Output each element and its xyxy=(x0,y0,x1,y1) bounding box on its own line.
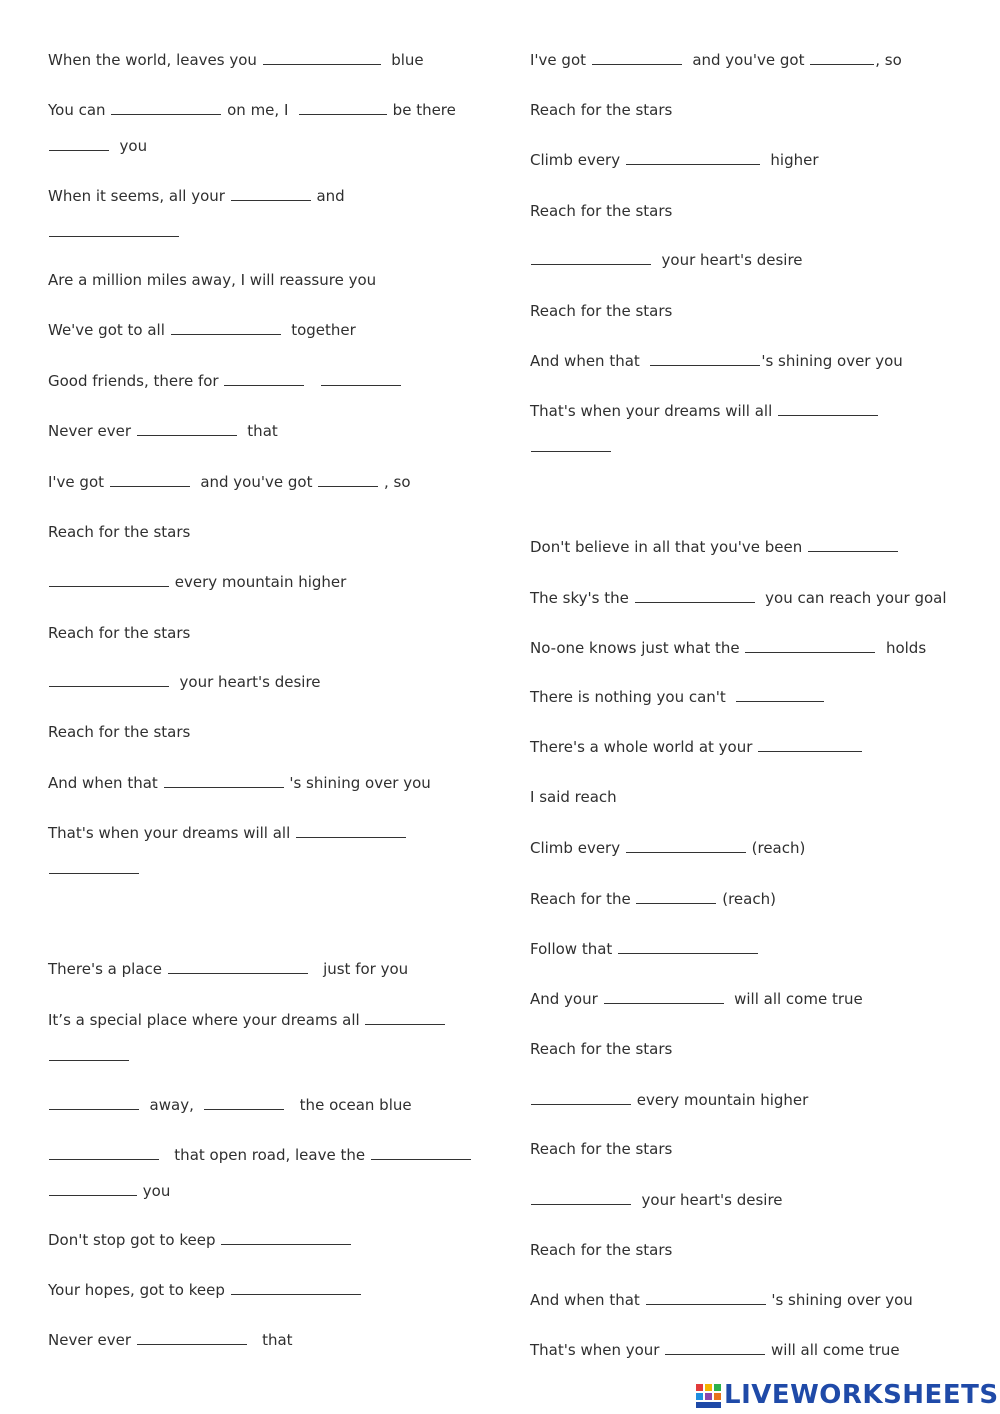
lyric-text: Reach for the stars xyxy=(530,1140,673,1158)
lyric-line xyxy=(530,787,617,807)
lyric-text: Reach for the stars xyxy=(48,624,191,642)
lyric-text: Reach for the stars xyxy=(530,101,673,119)
liveworksheets-logo-text: LIVEWORKSHEETS xyxy=(724,1380,999,1410)
lyric-text: Never ever xyxy=(48,1331,136,1349)
lyric-text: Climb every xyxy=(530,151,625,169)
answer-blank[interactable] xyxy=(618,939,758,954)
lyric-text: higher xyxy=(760,151,819,169)
lyric-text: The sky's the xyxy=(530,589,634,607)
lyric-line xyxy=(48,320,356,340)
answer-blank[interactable] xyxy=(808,537,898,552)
lyric-line xyxy=(530,1340,900,1360)
lyric-text: That's when your dreams will all xyxy=(48,824,296,842)
lyric-text: just for you xyxy=(308,960,409,978)
answer-blank[interactable] xyxy=(365,1010,445,1025)
lyric-text: your heart's desire xyxy=(170,673,321,691)
lyric-line xyxy=(48,1095,412,1115)
lyric-line xyxy=(48,572,346,592)
lyric-line xyxy=(530,1090,808,1110)
answer-blank[interactable] xyxy=(531,437,611,452)
lyric-text: that xyxy=(237,422,278,440)
lyric-line xyxy=(48,623,190,643)
lyric-text: blue xyxy=(381,51,424,69)
lyric-text: Reach for the xyxy=(530,890,636,908)
answer-blank[interactable] xyxy=(49,1046,129,1061)
lyric-line xyxy=(48,136,147,156)
lyric-line xyxy=(530,401,879,421)
lyric-line xyxy=(530,737,863,757)
lyric-text: Climb every xyxy=(530,839,625,857)
answer-blank[interactable] xyxy=(49,672,169,687)
lyric-line xyxy=(530,1039,672,1059)
lyric-text: your heart's desire xyxy=(652,251,803,269)
lyric-line xyxy=(48,722,190,742)
lyric-line xyxy=(48,222,180,242)
answer-blank[interactable] xyxy=(221,1230,351,1245)
lyric-line xyxy=(48,186,345,206)
lyric-text: you can reach your goal xyxy=(755,589,947,607)
lyric-line xyxy=(530,201,672,221)
lyric-text: Are a million miles away, I will reassure you xyxy=(48,271,377,289)
answer-blank[interactable] xyxy=(49,136,109,151)
lyric-line xyxy=(48,1280,362,1300)
answer-blank[interactable] xyxy=(110,472,190,487)
lyric-line xyxy=(48,50,424,70)
lyric-text: Don't stop got to keep xyxy=(48,1231,221,1249)
lyric-line xyxy=(48,522,190,542)
lyric-text: And your xyxy=(530,990,603,1008)
lyric-text: I've got xyxy=(48,473,109,491)
answer-blank[interactable] xyxy=(810,50,874,65)
lyric-text: Reach for the stars xyxy=(530,202,673,220)
lyric-text: I've got xyxy=(530,51,591,69)
lyric-line xyxy=(530,437,612,457)
lyric-line xyxy=(48,472,411,492)
lyric-text: When the world, leaves you xyxy=(48,51,262,69)
lyric-line xyxy=(530,1240,672,1260)
lyric-text: on me, I xyxy=(222,101,298,119)
answer-blank[interactable] xyxy=(626,150,760,165)
answer-blank[interactable] xyxy=(49,859,139,874)
answer-blank[interactable] xyxy=(592,50,682,65)
lyric-text: and you've got xyxy=(190,473,318,491)
answer-blank[interactable] xyxy=(164,773,284,788)
liveworksheets-logo xyxy=(696,1378,999,1412)
lyric-line xyxy=(48,100,456,120)
lyric-text: and you've got xyxy=(682,51,810,69)
lyric-text: , so xyxy=(379,473,411,491)
lyric-text: And when that xyxy=(530,352,650,370)
lyric-line xyxy=(530,889,776,909)
lyric-line xyxy=(530,1139,672,1159)
answer-blank[interactable] xyxy=(299,100,387,115)
answer-blank[interactable] xyxy=(49,1181,137,1196)
answer-blank[interactable] xyxy=(745,638,875,653)
lyric-text: When it seems, all your xyxy=(48,187,230,205)
lyric-text: every mountain higher xyxy=(632,1091,809,1109)
lyric-line xyxy=(530,537,899,557)
lyric-line xyxy=(48,1010,446,1030)
lyric-line xyxy=(48,672,321,692)
lyric-text: that open road, leave the xyxy=(160,1146,370,1164)
lyric-line xyxy=(530,838,805,858)
lyric-line xyxy=(48,1181,170,1201)
lyric-text: that xyxy=(247,1331,293,1349)
lyric-line xyxy=(530,301,672,321)
answer-blank[interactable] xyxy=(171,320,281,335)
lyric-text: holds xyxy=(876,639,927,657)
answer-blank[interactable] xyxy=(665,1340,765,1355)
answer-blank[interactable] xyxy=(318,472,378,487)
answer-blank[interactable] xyxy=(137,421,237,436)
lyric-line xyxy=(48,1330,293,1350)
lyric-text: you xyxy=(110,137,148,155)
lyric-text: It’s a special place where your dreams all xyxy=(48,1011,365,1029)
lyric-text: I said reach xyxy=(530,788,617,806)
lyric-text: There's a whole world at your xyxy=(530,738,758,756)
lyric-text: , so xyxy=(875,51,902,69)
lyric-line xyxy=(48,421,278,441)
lyric-text: Your hopes, got to keep xyxy=(48,1281,230,1299)
lyric-text: There is nothing you can't xyxy=(530,688,736,706)
answer-blank[interactable] xyxy=(778,401,878,416)
lyric-line xyxy=(530,250,803,270)
lyric-line xyxy=(48,1046,130,1066)
lyric-text: away, xyxy=(140,1096,204,1114)
lyric-line xyxy=(530,588,947,608)
answer-blank[interactable] xyxy=(646,1290,766,1305)
lyric-line xyxy=(48,859,140,879)
lyric-line xyxy=(48,270,376,290)
lyric-line xyxy=(530,638,926,658)
answer-blank[interactable] xyxy=(49,1145,159,1160)
lyric-line xyxy=(48,959,408,979)
lyric-text: Good friends, there for xyxy=(48,372,224,390)
lyric-text: There's a place xyxy=(48,960,167,978)
lyric-text: Reach for the stars xyxy=(530,1040,673,1058)
lyric-text: (reach) xyxy=(717,890,776,908)
answer-blank[interactable] xyxy=(168,959,308,974)
lyric-text: No-one knows just what the xyxy=(530,639,745,657)
lyric-text: will all come true xyxy=(724,990,863,1008)
lyric-text: 's shining over you xyxy=(766,1291,913,1309)
lyric-text: Reach for the stars xyxy=(530,302,673,320)
lyric-text: Reach for the stars xyxy=(530,1241,673,1259)
answer-blank[interactable] xyxy=(296,823,406,838)
lyric-text: Follow that xyxy=(530,940,618,958)
lyric-text: That's when your dreams will all xyxy=(530,402,778,420)
answer-blank[interactable] xyxy=(758,737,862,752)
lyric-text: Reach for the stars xyxy=(48,523,191,541)
lyric-line xyxy=(530,150,819,170)
answer-blank[interactable] xyxy=(736,687,824,702)
lyric-line xyxy=(48,1230,352,1250)
lyric-text: 's shining over you xyxy=(761,352,903,370)
liveworksheets-logo-icon xyxy=(696,1380,722,1410)
lyric-line xyxy=(530,1190,783,1210)
answer-blank[interactable] xyxy=(321,371,401,386)
lyric-line xyxy=(530,100,672,120)
answer-blank[interactable] xyxy=(263,50,381,65)
lyric-text xyxy=(305,372,319,390)
lyric-text: will all come true xyxy=(766,1341,900,1359)
lyric-text: You can xyxy=(48,101,111,119)
lyric-line xyxy=(48,1145,472,1165)
answer-blank[interactable] xyxy=(626,838,746,853)
answer-blank[interactable] xyxy=(531,250,651,265)
lyric-line xyxy=(530,351,903,371)
answer-blank[interactable] xyxy=(636,889,716,904)
lyric-text: That's when your xyxy=(530,1341,665,1359)
lyric-text: 's shining over you xyxy=(284,774,431,792)
lyric-text: together xyxy=(281,321,356,339)
lyric-line xyxy=(530,989,863,1009)
lyric-text: We've got to all xyxy=(48,321,170,339)
answer-blank[interactable] xyxy=(111,100,221,115)
lyric-line xyxy=(530,687,825,707)
answer-blank[interactable] xyxy=(604,989,724,1004)
lyric-line xyxy=(48,823,407,843)
lyric-text: and xyxy=(311,187,345,205)
answer-blank[interactable] xyxy=(49,1095,139,1110)
lyric-line xyxy=(530,50,902,70)
answer-blank[interactable] xyxy=(231,186,311,201)
answer-blank[interactable] xyxy=(531,1190,631,1205)
answer-blank[interactable] xyxy=(650,351,760,366)
lyric-text: (reach) xyxy=(746,839,806,857)
lyric-text: Reach for the stars xyxy=(48,723,191,741)
answer-blank[interactable] xyxy=(371,1145,471,1160)
answer-blank[interactable] xyxy=(49,572,169,587)
lyric-text: be there xyxy=(387,101,456,119)
lyric-text: you xyxy=(138,1182,171,1200)
lyric-text: every mountain higher xyxy=(170,573,347,591)
answer-blank[interactable] xyxy=(531,1090,631,1105)
answer-blank[interactable] xyxy=(635,588,755,603)
lyric-text: And when that xyxy=(530,1291,645,1309)
answer-blank[interactable] xyxy=(224,371,304,386)
lyric-line xyxy=(48,773,431,793)
answer-blank[interactable] xyxy=(204,1095,284,1110)
lyric-text: your heart's desire xyxy=(632,1191,783,1209)
answer-blank[interactable] xyxy=(231,1280,361,1295)
lyric-text: Don't believe in all that you've been xyxy=(530,538,807,556)
lyric-text: the ocean blue xyxy=(285,1096,412,1114)
answer-blank[interactable] xyxy=(137,1330,247,1345)
lyric-line xyxy=(530,1290,913,1310)
lyric-text: Never ever xyxy=(48,422,136,440)
answer-blank[interactable] xyxy=(49,222,179,237)
lyric-line xyxy=(530,939,759,959)
lyric-line xyxy=(48,371,402,391)
lyric-text: And when that xyxy=(48,774,163,792)
